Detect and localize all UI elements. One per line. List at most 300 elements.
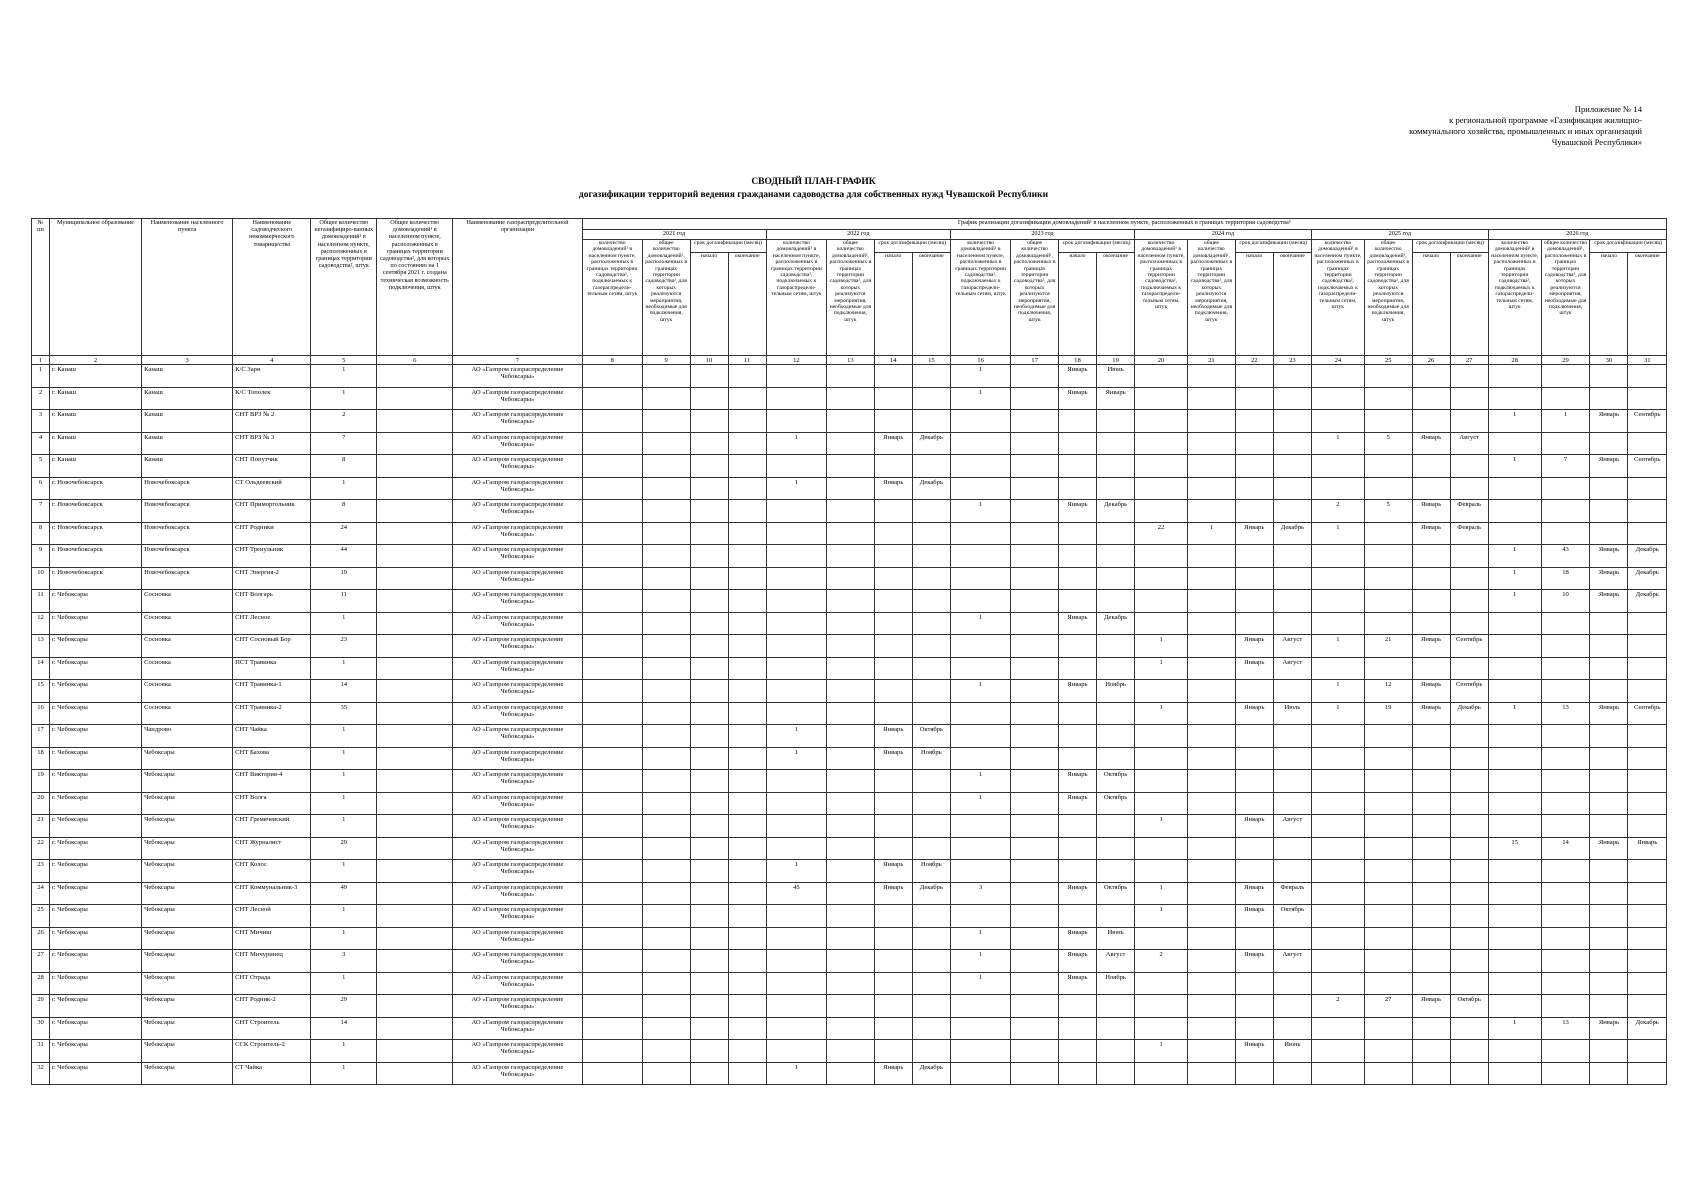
schedule-cell — [1364, 590, 1412, 613]
total-possible-cell — [377, 567, 453, 590]
schedule-cell — [1011, 410, 1059, 433]
table-row — [32, 1040, 1667, 1063]
schedule-cell — [1541, 680, 1590, 703]
total-possible-cell — [377, 792, 453, 815]
total-ungasified-cell: 14 — [311, 680, 377, 703]
schedule-cell — [1541, 387, 1590, 410]
schedule-cell — [1058, 635, 1096, 658]
row-number: 2 — [32, 387, 50, 410]
column-number: 4 — [233, 356, 311, 365]
schedule-cell — [874, 702, 912, 725]
schedule-cell — [1628, 995, 1667, 1018]
schedule-cell — [642, 927, 690, 950]
schedule-cell — [642, 860, 690, 883]
header-count: количество домовладений¹ в населенном пункте, расположенных в границах территории садоводства², подключаемых к газораспредели-тельным сетям, штук — [1311, 240, 1364, 356]
schedule-cell — [1541, 365, 1590, 388]
schedule-cell — [582, 657, 642, 680]
schedule-cell: Январь — [1235, 522, 1273, 545]
row-number: 28 — [32, 972, 50, 995]
settlement-cell: Чебоксары — [142, 995, 233, 1018]
schedule-cell — [1541, 635, 1590, 658]
schedule-cell — [1590, 680, 1628, 703]
schedule-cell — [728, 680, 766, 703]
schedule-cell — [1364, 1062, 1412, 1085]
column-number: 25 — [1364, 356, 1412, 365]
schedule-cell: Январь — [1235, 882, 1273, 905]
header-end: окончание — [728, 253, 766, 356]
schedule-cell — [1273, 567, 1311, 590]
schedule-cell — [1628, 635, 1667, 658]
schedule-cell — [642, 567, 690, 590]
schedule-cell — [1488, 792, 1541, 815]
schedule-cell: Январь — [1590, 545, 1628, 568]
partnership-cell: СНТ Гремячевский — [233, 815, 311, 838]
schedule-cell — [1135, 545, 1188, 568]
schedule-cell — [1273, 387, 1311, 410]
schedule-cell — [1628, 1062, 1667, 1085]
schedule-cell — [1590, 882, 1628, 905]
partnership-cell: СНТ Родники — [233, 522, 311, 545]
total-ungasified-cell: 35 — [311, 702, 377, 725]
schedule-cell — [766, 950, 826, 973]
municipality-cell: г. Новочебоксарск — [49, 567, 141, 590]
schedule-cell — [690, 365, 728, 388]
schedule-cell: Январь — [1590, 455, 1628, 478]
column-number: 7 — [453, 356, 582, 365]
schedule-cell — [1135, 455, 1188, 478]
schedule-cell — [827, 477, 875, 500]
row-number: 20 — [32, 792, 50, 815]
header-start: начало — [874, 253, 912, 356]
schedule-cell — [1273, 927, 1311, 950]
schedule-cell — [766, 770, 826, 793]
table-row — [32, 972, 1667, 995]
table-row — [32, 522, 1667, 545]
table-row — [32, 882, 1667, 905]
total-ungasified-cell: 1 — [311, 747, 377, 770]
schedule-cell: 1 — [1488, 545, 1541, 568]
schedule-cell — [582, 365, 642, 388]
schedule-cell — [1188, 837, 1236, 860]
schedule-cell — [1058, 725, 1096, 748]
schedule-cell — [1412, 567, 1450, 590]
schedule-cell — [1235, 387, 1273, 410]
gas-org-cell: АО «Газпром газораспределение Чебоксары» — [453, 1040, 582, 1063]
total-possible-cell — [377, 657, 453, 680]
schedule-cell: 1 — [1311, 432, 1364, 455]
schedule-cell — [1488, 725, 1541, 748]
schedule-cell — [1628, 725, 1667, 748]
municipality-cell: г. Канаш — [49, 365, 141, 388]
schedule-cell — [1235, 545, 1273, 568]
schedule-cell — [1097, 1062, 1135, 1085]
schedule-cell: 1 — [950, 927, 1010, 950]
schedule-cell — [912, 770, 950, 793]
municipality-cell: г. Чебоксары — [49, 815, 141, 838]
schedule-cell — [1058, 432, 1096, 455]
schedule-cell — [642, 792, 690, 815]
schedule-cell — [690, 410, 728, 433]
schedule-cell: 1 — [950, 612, 1010, 635]
total-possible-cell — [377, 702, 453, 725]
schedule-cell: 1 — [1311, 635, 1364, 658]
schedule-cell — [1412, 477, 1450, 500]
schedule-cell — [1311, 410, 1364, 433]
schedule-cell — [1488, 770, 1541, 793]
schedule-cell — [912, 972, 950, 995]
schedule-cell — [1628, 905, 1667, 928]
schedule-cell — [1412, 590, 1450, 613]
municipality-cell: г. Новочебоксарск — [49, 545, 141, 568]
schedule-cell — [582, 432, 642, 455]
schedule-cell — [827, 860, 875, 883]
partnership-cell: СНТ Чайка — [233, 725, 311, 748]
schedule-cell — [1188, 747, 1236, 770]
schedule-cell — [1412, 950, 1450, 973]
schedule-cell — [1188, 927, 1236, 950]
schedule-cell — [642, 905, 690, 928]
schedule-cell — [1188, 815, 1236, 838]
schedule-cell — [1235, 567, 1273, 590]
schedule-cell — [912, 522, 950, 545]
municipality-cell: г. Канаш — [49, 387, 141, 410]
schedule-cell — [1488, 950, 1541, 973]
schedule-cell — [950, 995, 1010, 1018]
schedule-cell — [582, 1062, 642, 1085]
total-ungasified-cell: 14 — [311, 1017, 377, 1040]
schedule-cell — [1450, 612, 1488, 635]
schedule-cell — [1135, 477, 1188, 500]
schedule-cell — [1058, 905, 1096, 928]
schedule-cell: Декабрь — [1097, 612, 1135, 635]
schedule-cell — [1364, 837, 1412, 860]
schedule-cell — [912, 590, 950, 613]
schedule-cell: 1 — [766, 432, 826, 455]
schedule-cell — [690, 567, 728, 590]
schedule-cell — [1450, 972, 1488, 995]
gas-org-cell: АО «Газпром газораспределение Чебоксары» — [453, 387, 582, 410]
schedule-cell: 1 — [1135, 882, 1188, 905]
schedule-cell — [1541, 815, 1590, 838]
schedule-cell — [1364, 815, 1412, 838]
schedule-cell — [766, 590, 826, 613]
schedule-cell — [827, 522, 875, 545]
schedule-cell: Июль — [1273, 702, 1311, 725]
partnership-cell: ПСТ Травинка — [233, 657, 311, 680]
schedule-cell — [1097, 905, 1135, 928]
total-ungasified-cell: 1 — [311, 725, 377, 748]
schedule-cell — [827, 837, 875, 860]
schedule-cell: 10 — [1541, 590, 1590, 613]
schedule-cell — [728, 837, 766, 860]
schedule-cell: Январь — [1590, 567, 1628, 590]
partnership-cell: К/С Заря — [233, 365, 311, 388]
municipality-cell: г. Чебоксары — [49, 882, 141, 905]
schedule-cell: 1 — [1488, 1017, 1541, 1040]
schedule-cell: 19 — [1364, 702, 1412, 725]
total-ungasified-cell: 24 — [311, 522, 377, 545]
schedule-cell — [1628, 680, 1667, 703]
row-number: 9 — [32, 545, 50, 568]
schedule-cell — [1364, 477, 1412, 500]
schedule-cell — [766, 635, 826, 658]
schedule-cell: Август — [1450, 432, 1488, 455]
table-row — [32, 455, 1667, 478]
schedule-cell — [827, 770, 875, 793]
gas-org-cell: АО «Газпром газораспределение Чебоксары» — [453, 950, 582, 973]
total-possible-cell — [377, 950, 453, 973]
municipality-cell: г. Канаш — [49, 410, 141, 433]
column-number: 14 — [874, 356, 912, 365]
schedule-cell — [690, 972, 728, 995]
schedule-cell: Январь — [1058, 387, 1096, 410]
schedule-cell — [766, 567, 826, 590]
schedule-cell: Ноябрь — [912, 747, 950, 770]
schedule-cell — [728, 567, 766, 590]
schedule-cell — [1364, 1017, 1412, 1040]
schedule-cell — [1097, 410, 1135, 433]
total-possible-cell — [377, 747, 453, 770]
schedule-cell — [874, 590, 912, 613]
schedule-cell — [912, 837, 950, 860]
schedule-cell — [642, 657, 690, 680]
schedule-cell: 1 — [950, 950, 1010, 973]
schedule-cell: Январь — [1058, 950, 1096, 973]
partnership-cell: СНТ Родник-2 — [233, 995, 311, 1018]
schedule-cell — [1011, 860, 1059, 883]
schedule-cell — [912, 1017, 950, 1040]
schedule-cell: 1 — [1311, 702, 1364, 725]
row-number: 7 — [32, 500, 50, 523]
schedule-cell — [1135, 860, 1188, 883]
column-number: 18 — [1058, 356, 1096, 365]
schedule-cell — [582, 545, 642, 568]
schedule-cell — [950, 567, 1010, 590]
schedule-cell: 1 — [950, 387, 1010, 410]
schedule-cell — [912, 927, 950, 950]
total-ungasified-cell: 1 — [311, 792, 377, 815]
schedule-cell — [690, 995, 728, 1018]
schedule-cell: 1 — [950, 770, 1010, 793]
schedule-cell — [1590, 950, 1628, 973]
schedule-cell — [1412, 815, 1450, 838]
partnership-cell: К/С Тополек — [233, 387, 311, 410]
schedule-cell — [1412, 657, 1450, 680]
schedule-cell — [1590, 477, 1628, 500]
row-number: 22 — [32, 837, 50, 860]
schedule-cell: Январь — [1235, 905, 1273, 928]
header-total: общее количество домовладений¹, расположенных в границах территории садоводства², для которых реализуются мероприятия, необходимые для подключения, штук — [1011, 240, 1059, 356]
schedule-cell — [1450, 477, 1488, 500]
schedule-cell — [1273, 792, 1311, 815]
schedule-cell — [1450, 545, 1488, 568]
column-number: 29 — [1541, 356, 1590, 365]
schedule-cell: 18 — [1541, 567, 1590, 590]
header-total: общее количество домовладений¹, расположенных в границах территории садоводства², для которых реализуются мероприятия, необходимые для подключения, штук — [642, 240, 690, 356]
schedule-cell — [1412, 905, 1450, 928]
schedule-cell — [1311, 815, 1364, 838]
schedule-cell: 1 — [950, 972, 1010, 995]
schedule-cell — [1188, 500, 1236, 523]
schedule-cell: Сентябрь — [1628, 410, 1667, 433]
schedule-cell: Январь — [1058, 770, 1096, 793]
municipality-cell: г. Чебоксары — [49, 725, 141, 748]
schedule-cell: Ноябрь — [1097, 680, 1135, 703]
schedule-table — [31, 218, 1667, 1085]
schedule-cell — [642, 837, 690, 860]
schedule-cell — [1541, 432, 1590, 455]
schedule-cell — [1235, 1062, 1273, 1085]
partnership-cell: СНТ Волгарь — [233, 590, 311, 613]
schedule-cell — [1364, 455, 1412, 478]
schedule-cell: Январь — [1412, 522, 1450, 545]
schedule-cell — [1135, 995, 1188, 1018]
schedule-cell — [1541, 905, 1590, 928]
partnership-cell: СНТ Коммунальник-3 — [233, 882, 311, 905]
schedule-cell — [1097, 590, 1135, 613]
schedule-cell — [728, 927, 766, 950]
schedule-cell — [1097, 995, 1135, 1018]
schedule-cell — [1011, 590, 1059, 613]
schedule-cell — [1097, 1017, 1135, 1040]
schedule-cell — [950, 455, 1010, 478]
header-start: начало — [690, 253, 728, 356]
schedule-cell — [642, 882, 690, 905]
schedule-cell — [1628, 477, 1667, 500]
total-ungasified-cell: 8 — [311, 500, 377, 523]
settlement-cell: Чебоксары — [142, 770, 233, 793]
total-ungasified-cell: 11 — [311, 590, 377, 613]
schedule-cell: Январь — [1412, 432, 1450, 455]
schedule-cell — [1412, 747, 1450, 770]
schedule-cell — [1235, 725, 1273, 748]
partnership-cell: СНТ Попутчик — [233, 455, 311, 478]
schedule-cell — [728, 1062, 766, 1085]
schedule-cell — [1364, 905, 1412, 928]
settlement-cell: Чебоксары — [142, 815, 233, 838]
schedule-cell — [1590, 905, 1628, 928]
municipality-cell: г. Чебоксары — [49, 860, 141, 883]
schedule-cell — [912, 1040, 950, 1063]
schedule-cell — [1450, 725, 1488, 748]
schedule-cell — [1541, 500, 1590, 523]
total-possible-cell — [377, 905, 453, 928]
schedule-cell — [1450, 927, 1488, 950]
schedule-cell — [827, 567, 875, 590]
schedule-cell — [1235, 747, 1273, 770]
schedule-cell — [690, 837, 728, 860]
schedule-cell — [642, 815, 690, 838]
schedule-cell — [874, 995, 912, 1018]
schedule-cell — [1488, 500, 1541, 523]
schedule-cell — [1188, 950, 1236, 973]
schedule-cell — [582, 1040, 642, 1063]
schedule-cell: Январь — [1235, 702, 1273, 725]
partnership-cell: СНТ Травинка-2 — [233, 702, 311, 725]
schedule-cell — [642, 1062, 690, 1085]
total-ungasified-cell: 49 — [311, 882, 377, 905]
schedule-cell — [1011, 747, 1059, 770]
schedule-cell: 1 — [766, 1062, 826, 1085]
total-possible-cell — [377, 680, 453, 703]
schedule-cell: 1 — [1488, 567, 1541, 590]
column-number: 12 — [766, 356, 826, 365]
schedule-cell — [1488, 365, 1541, 388]
schedule-cell: 2 — [1135, 950, 1188, 973]
schedule-cell — [1188, 477, 1236, 500]
partnership-cell: СНТ Строитель — [233, 1017, 311, 1040]
schedule-cell — [950, 1040, 1010, 1063]
schedule-cell — [1188, 410, 1236, 433]
schedule-cell — [827, 950, 875, 973]
schedule-cell — [690, 770, 728, 793]
schedule-cell: 1 — [1188, 522, 1236, 545]
total-possible-cell — [377, 477, 453, 500]
schedule-cell — [1135, 612, 1188, 635]
partnership-cell: СНТ ВРЗ № 2 — [233, 410, 311, 433]
schedule-cell — [642, 635, 690, 658]
schedule-cell — [1188, 995, 1236, 1018]
schedule-cell — [1450, 567, 1488, 590]
total-ungasified-cell: 29 — [311, 837, 377, 860]
partnership-cell: СНТ Журналист — [233, 837, 311, 860]
schedule-cell — [1541, 995, 1590, 1018]
schedule-cell — [1235, 612, 1273, 635]
schedule-cell — [1541, 522, 1590, 545]
gas-org-cell: АО «Газпром газораспределение Чебоксары» — [453, 792, 582, 815]
schedule-cell — [1364, 612, 1412, 635]
gas-org-cell: АО «Газпром газораспределение Чебоксары» — [453, 590, 582, 613]
schedule-cell: Сентябрь — [1450, 680, 1488, 703]
schedule-cell — [1097, 837, 1135, 860]
schedule-cell — [690, 725, 728, 748]
schedule-cell — [1011, 725, 1059, 748]
schedule-cell — [582, 455, 642, 478]
municipality-cell: г. Чебоксары — [49, 972, 141, 995]
schedule-cell — [1311, 860, 1364, 883]
schedule-cell — [874, 612, 912, 635]
schedule-cell — [874, 545, 912, 568]
schedule-cell — [1364, 365, 1412, 388]
schedule-cell: Январь — [874, 477, 912, 500]
schedule-cell — [766, 927, 826, 950]
column-number: 9 — [642, 356, 690, 365]
total-possible-cell — [377, 860, 453, 883]
schedule-cell — [912, 365, 950, 388]
schedule-cell — [1097, 702, 1135, 725]
schedule-cell — [1011, 612, 1059, 635]
total-possible-cell — [377, 432, 453, 455]
schedule-cell — [642, 545, 690, 568]
partnership-cell: СТ Чайка — [233, 1062, 311, 1085]
schedule-cell — [642, 725, 690, 748]
schedule-cell — [582, 725, 642, 748]
schedule-cell — [766, 387, 826, 410]
schedule-cell — [1450, 365, 1488, 388]
gas-org-cell: АО «Газпром газораспределение Чебоксары» — [453, 1062, 582, 1085]
total-ungasified-cell: 1 — [311, 387, 377, 410]
partnership-cell: СНТ Сосновый Бор — [233, 635, 311, 658]
schedule-cell: Январь — [874, 747, 912, 770]
gas-org-cell: АО «Газпром газораспределение Чебоксары» — [453, 455, 582, 478]
schedule-cell — [874, 927, 912, 950]
schedule-cell — [1097, 477, 1135, 500]
schedule-cell — [1058, 1040, 1096, 1063]
schedule-cell — [912, 815, 950, 838]
schedule-cell — [1235, 477, 1273, 500]
schedule-cell — [1628, 500, 1667, 523]
schedule-cell — [1135, 500, 1188, 523]
